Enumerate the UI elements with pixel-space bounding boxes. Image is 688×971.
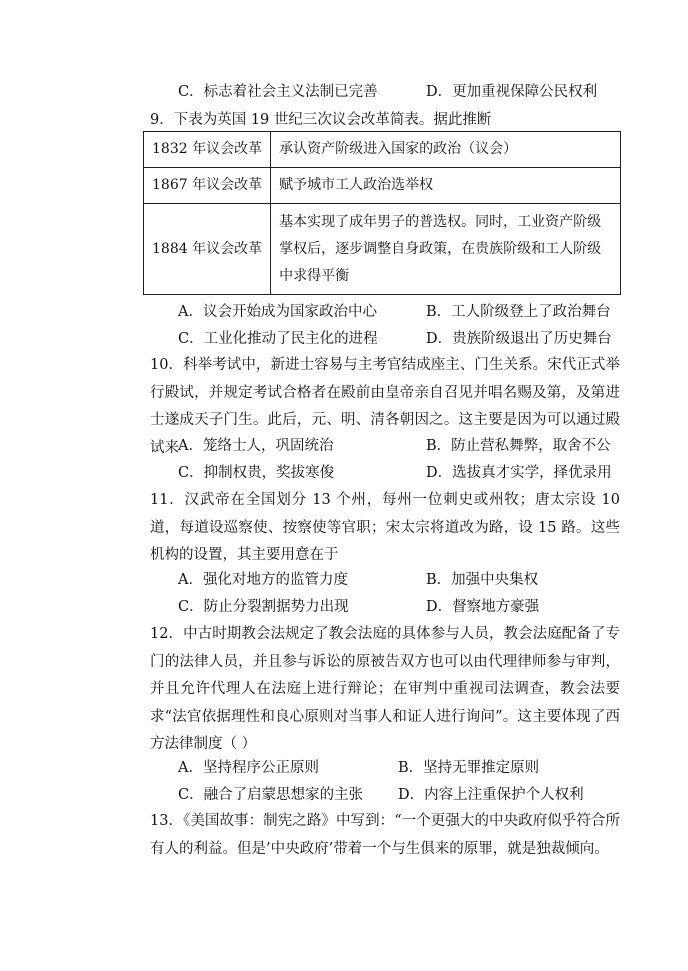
q12-option-b: B．坚持无罪推定原则 (398, 760, 540, 776)
q10-option-a: A．笼络士人，巩固统治 (178, 438, 334, 454)
table-row (144, 168, 621, 204)
table-cell-year: 1884 年议会改革 (144, 204, 271, 295)
q10-stem: 10．科举考试中，新进士容易与主考官结成座主、门生关系。宋代正式举行殿试，并规定考试合格者在殿前由皇帝亲自召见并唱名赐及第，及第进士遂成天子门生。此后，元、明、清各朝因之。这主要是因为可以通过殿试来 (150, 357, 620, 456)
table-cell-desc: 基本实现了成年男子的普选权。同时，工业资产阶级掌权后，逐步调整自身政策，在贵族阶级和工人阶级中求得平衡 (271, 204, 621, 295)
q11-option-d: D．督察地方豪强 (426, 599, 540, 615)
q11-option-c: C．防止分裂割据势力出现 (178, 599, 349, 615)
table-row (144, 204, 621, 295)
q11-option-b: B．加强中央集权 (426, 572, 539, 588)
q10-option-d: D．选拔真才实学，择优录用 (426, 465, 612, 481)
q9-option-a: A．议会开始成为国家政治中心 (178, 304, 377, 320)
table-row (144, 132, 621, 168)
q9-option-b: B．工人阶级登上了政治舞台 (426, 304, 611, 320)
q8-option-d: D．更加重视保障公民权利 (426, 84, 598, 100)
q13-stem: 13．《美国故事：制宪之路》中写到：“一个更强大的中央政府似乎符合所有人的利益。但是’中央政府’带着一个与生俱来的原罪，就是独裁倾向。 (150, 813, 620, 857)
q10-option-b: B．防止营私舞弊，取舍不公 (426, 438, 611, 454)
q12-option-d: D．内容上注重保护个人权利 (398, 787, 584, 803)
q9-reform-table (143, 131, 621, 295)
q8-option-c: C．标志着社会主义法制已完善 (178, 84, 378, 100)
table-cell-desc: 赋予城市工人政治选举权 (271, 168, 621, 204)
q12-option-a: A．坚持程序公正原则 (178, 760, 319, 776)
q11-stem: 11．汉武帝在全国划分 13 个州，每州一位刺史或州牧；唐太宗设 10 道，每道设巡察使、按察使等官职；宋太宗将道改为路，设 15 路。这些机构的设置，其主要用意在于 (150, 492, 620, 563)
q12-stem: 12．中古时期教会法规定了教会法庭的具体参与人员，教会法庭配备了专门的法律人员，并且参与诉讼的原被告双方也可以由代理律师参与审判，并且允许代理人在法庭上进行辩论；在审判中重视司法调查，教会法要求“法官依据理性和良心原则对当事人和证人进行询问”。这主要体现了西方法律制度（ ） (150, 626, 620, 752)
q9-option-c: C．工业化推动了民主化的进程 (178, 331, 378, 347)
q10-option-c: C．抑制权贵，奖拔寒俊 (178, 465, 335, 481)
q9-stem: 9．下表为英国 19 世纪三次议会改革简表。据此推断 (150, 112, 492, 128)
table-cell-year: 1832 年议会改革 (144, 132, 271, 168)
q12-option-c: C．融合了启蒙思想家的主张 (178, 787, 364, 803)
table-cell-year: 1867 年议会改革 (144, 168, 271, 204)
q9-option-d: D．贵族阶级退出了历史舞台 (426, 331, 612, 347)
table-cell-desc: 承认资产阶级进入国家的政治（议会） (271, 132, 621, 168)
q11-option-a: A．强化对地方的监管力度 (178, 572, 348, 588)
